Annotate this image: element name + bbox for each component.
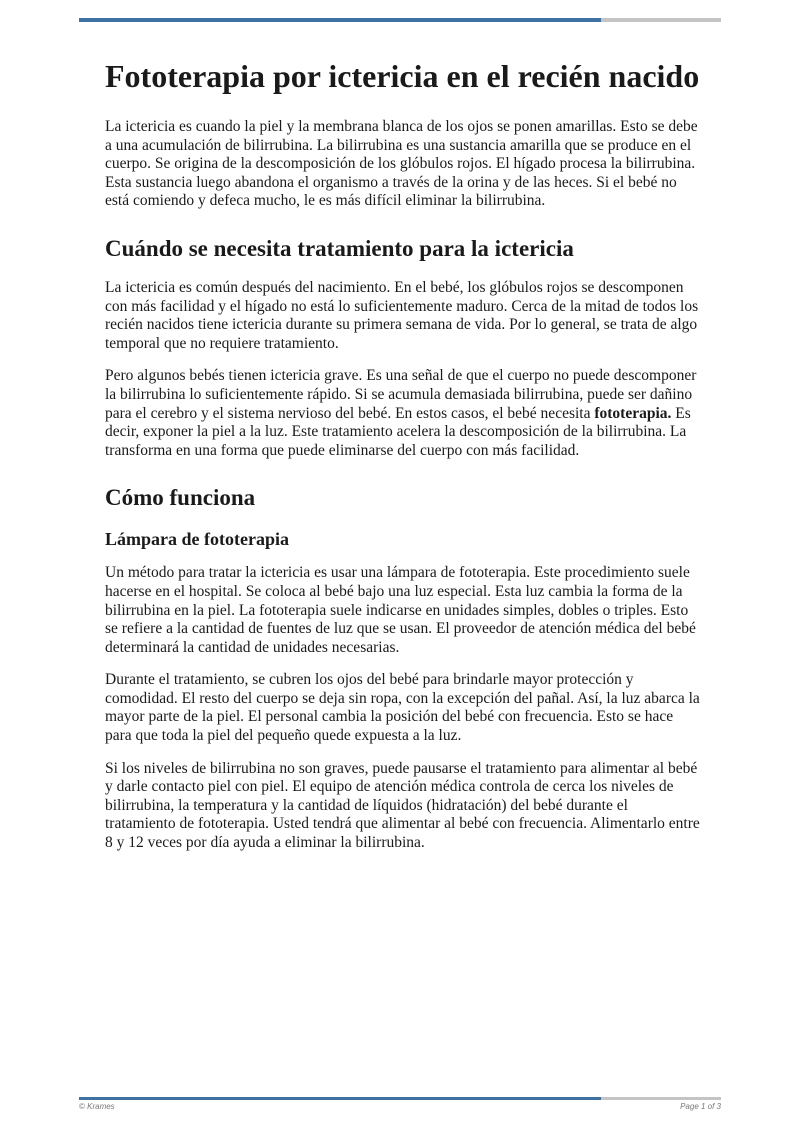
header-rule-gray [601,18,721,22]
section-heading-how-it-works: Cómo funciona [105,485,256,511]
section1-paragraph-1: La ictericia es común después del nacimiento. En el bebé, los glóbulos rojos se descomponen con más facilidad y el hígado no está lo suficientemente maduro. Cerca de la mitad de todos los recién nacidos tiene ictericia durante su primera semana de vida. Por lo general, se trata de algo temporal que no requiere tratamiento. [105,278,699,352]
footer-copyright: © Krames [79,1102,115,1111]
subheading-phototherapy-lamp: Lámpara de fototerapia [105,529,289,550]
footer-rule-gray [601,1097,721,1100]
page-title: Fototerapia por ictericia en el recién nacido [105,58,700,94]
header-rule-accent [79,18,601,22]
intro-paragraph: La ictericia es cuando la piel y la membrana blanca de los ojos se ponen amarillas. Esto se debe a una acumulación de bilirrubina. La bilirrubina es una sustancia amarilla que se produce en el cuerpo. Se origina de la descomposición de los glóbulos rojos. El hígado procesa la bilirrubina. Esta sustancia luego abandona el organismo a través de la orina y de las heces. Si el bebé no está comiendo y defeca mucho, le es más difícil eliminar la bilirrubina. [105,118,698,210]
document-body [105,58,700,867]
section-heading-when-needed: Cuándo se necesita tratamiento para la ictericia [105,235,574,261]
footer-page-number: Page 1 of 3 [680,1102,721,1111]
section2-paragraph-2: Durante el tratamiento, se cubren los ojos del bebé para brindarle mayor protección y comodidad. El resto del cuerpo se deja sin ropa, con la excepción del pañal. Así, la luz abarca la mayor parte de la piel. El personal cambia la posición del bebé con frecuencia. Esto se hace para que toda la piel del pequeño quede expuesta a la luz. [105,671,700,745]
section1-p2-after: Es decir, exponer la piel a la luz. Este tratamiento acelera la descomposición de la bilirrubina. La transforma en una forma que puede eliminarse del cuerpo con más facilidad. [105,404,691,459]
footer-rule-accent [79,1097,601,1100]
section1-p2-before: Pero algunos bebés tienen ictericia grave. Es una señal de que el cuerpo no puede descomponer la bilirrubina lo suficientemente rápido. Si se acumula demasiada bilirrubina, puede ser dañino para el cerebro y el sistema nervioso del bebé. En estos casos, el bebé necesita [105,367,697,422]
page-footer [79,1102,721,1111]
footer-rule [79,1097,721,1100]
section2-paragraph-3: Si los niveles de bilirrubina no son graves, puede pausarse el tratamiento para alimentar al bebé y darle contacto piel con piel. El equipo de atención médica controla de cerca los niveles de bilirrubina, la temperatura y la cantidad de líquidos (hidratación) del bebé durante el tratamiento de fototerapia. Usted tendrá que alimentar al bebé con frecuencia. Alimentarlo entre 8 y 12 veces por día ayuda a eliminar la bilirrubina. [105,759,700,852]
header-rule [79,18,721,22]
phototherapy-term: fototerapia. [594,404,672,422]
section2-paragraph-1: Un método para tratar la ictericia es usar una lámpara de fototerapia. Este procedimiento suele hacerse en el hospital. Se coloca al bebé bajo una luz especial. Esta luz cambia la forma de la bilirrubina en la piel. La fototerapia suele indicarse en unidades simples, dobles o triples. Esto se refiere a la cantidad de fuentes de luz que se usan. El proveedor de atención médica del bebé determinará la cantidad de unidades necesarias. [105,564,696,656]
section1-paragraph-2 [105,367,700,460]
